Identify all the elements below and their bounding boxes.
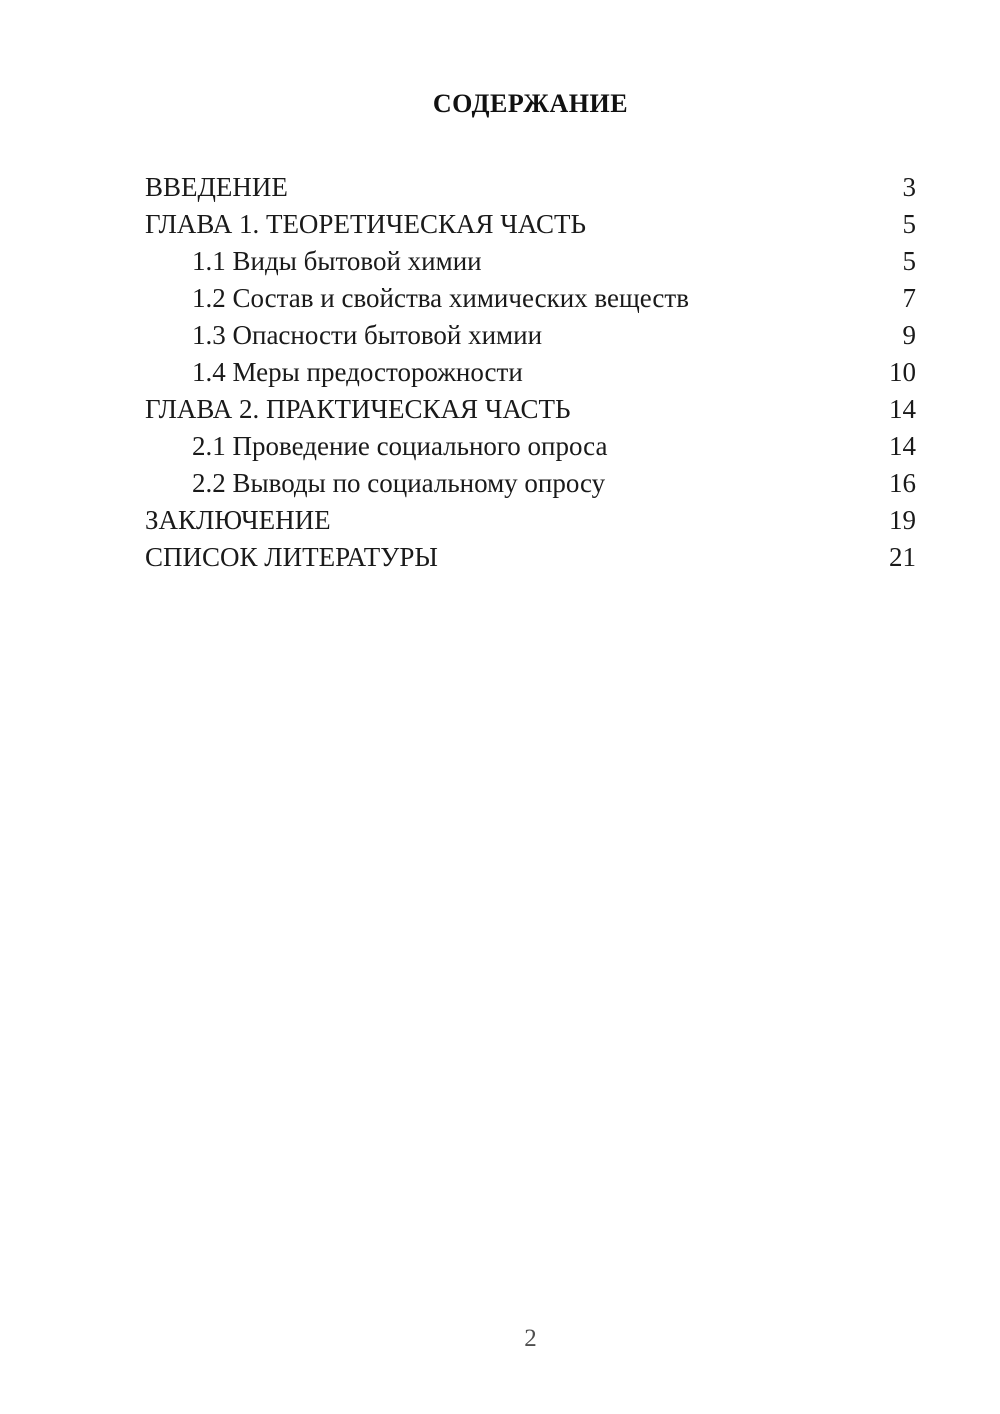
toc-entry-page-number: 14 <box>889 394 916 424</box>
toc-entry-label: 1.2 Состав и свойства химических веществ <box>192 283 689 313</box>
toc-entry-label: ГЛАВА 1. ТЕОРЕТИЧЕСКАЯ ЧАСТЬ <box>145 209 586 239</box>
toc-entry-label: ЗАКЛЮЧЕНИЕ <box>145 505 331 535</box>
toc-entry <box>145 465 916 502</box>
toc-entry-page-number: 3 <box>902 172 916 202</box>
toc-entry <box>145 428 916 465</box>
page-content <box>145 0 916 576</box>
toc-entry-page-number: 9 <box>902 320 916 350</box>
page-title: СОДЕРЖАНИЕ <box>432 89 629 118</box>
toc-entry-page-number: 7 <box>902 283 916 313</box>
toc-entry-label: ГЛАВА 2. ПРАКТИЧЕСКАЯ ЧАСТЬ <box>145 394 571 424</box>
toc-entry-label: СПИСОК ЛИТЕРАТУРЫ <box>145 542 438 572</box>
toc-entry <box>145 502 916 539</box>
toc-entry-page-number: 19 <box>889 505 916 535</box>
toc-entry <box>145 539 916 576</box>
toc-entry <box>145 391 916 428</box>
toc-entry <box>145 206 916 243</box>
toc-entry <box>145 317 916 354</box>
toc-entry-label: 2.2 Выводы по социальному опросу <box>192 468 606 498</box>
toc-entry-label: 1.3 Опасности бытовой химии <box>192 320 543 350</box>
toc-entry <box>145 243 916 280</box>
toc-entry-label: 1.4 Меры предосторожности <box>192 357 523 387</box>
toc-entry-page-number: 14 <box>889 431 916 461</box>
toc-entry-page-number: 21 <box>889 542 916 572</box>
toc-list <box>145 169 916 576</box>
toc-entry <box>145 354 916 391</box>
page-number: 2 <box>524 1325 537 1352</box>
toc-entry-page-number: 5 <box>902 209 916 239</box>
toc-entry <box>145 169 916 206</box>
toc-entry-label: 2.1 Проведение социального опроса <box>192 431 608 461</box>
toc-entry-label: 1.1 Виды бытовой химии <box>192 246 482 276</box>
toc-entry-page-number: 10 <box>889 357 916 387</box>
toc-entry-page-number: 16 <box>889 468 916 498</box>
toc-entry-page-number: 5 <box>902 246 916 276</box>
toc-entry <box>145 280 916 317</box>
toc-entry-label: ВВЕДЕНИЕ <box>145 172 288 202</box>
